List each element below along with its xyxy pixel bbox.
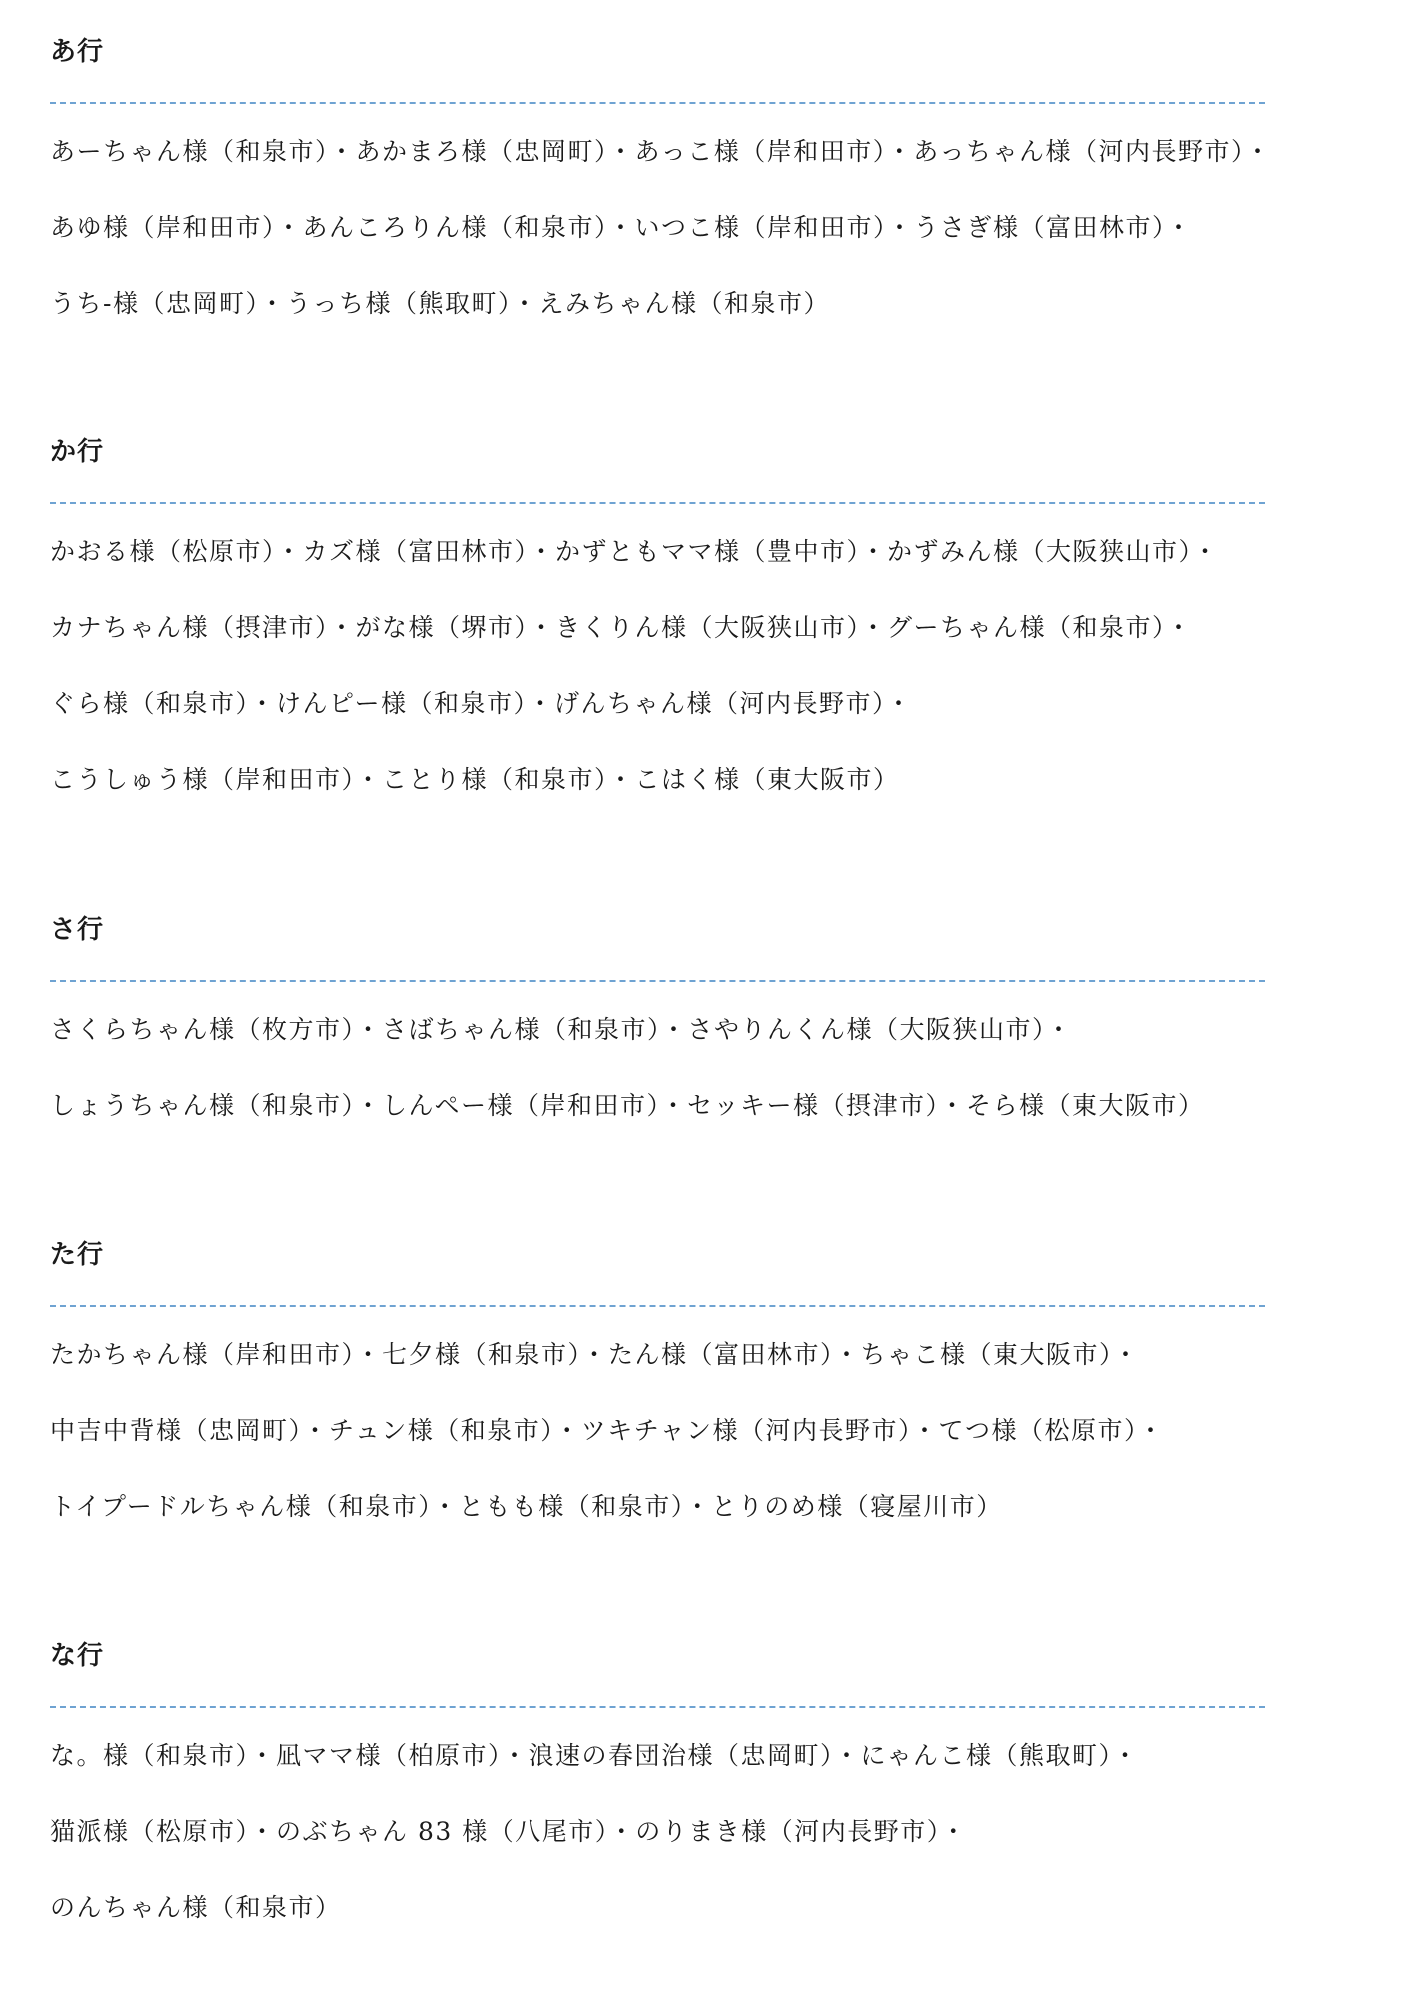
name-list	[50, 536, 1370, 796]
name-list	[50, 1014, 1370, 1122]
section-heading: な行	[50, 1641, 105, 1671]
name-list-line: あーちゃん様（和泉市）・あかまろ様（忠岡町）・あっこ様（岸和田市）・あっちゃん様（河内長野市）・	[50, 137, 1272, 166]
name-list-line: カナちゃん様（摂津市）・がな様（堺市）・きくりん様（大阪狭山市）・グーちゃん様（和泉市）・	[50, 613, 1193, 642]
name-list-line: 猫派様（松原市）・のぶちゃん 83 様（八尾市）・のりまき様（河内長野市）・	[50, 1817, 968, 1846]
dashed-divider	[50, 102, 1265, 104]
name-list	[50, 1740, 1370, 1924]
dashed-divider	[50, 980, 1265, 982]
name-list-line: トイプードルちゃん様（和泉市）・ともも様（和泉市）・とりのめ様（寝屋川市）	[50, 1492, 1003, 1521]
section-heading: か行	[50, 437, 105, 467]
dashed-divider	[50, 502, 1265, 504]
section-na-row	[50, 1640, 1370, 1924]
name-list-line: こうしゅう様（岸和田市）・ことり様（和泉市）・こはく様（東大阪市）	[50, 765, 900, 794]
name-list-line: かおる様（松原市）・カズ様（富田林市）・かずともママ様（豊中市）・かずみん様（大阪狭山市）・	[50, 537, 1220, 566]
section-heading: た行	[50, 1240, 105, 1270]
section-ta-row	[50, 1239, 1370, 1523]
section-a-row	[50, 36, 1370, 320]
name-list-line: たかちゃん様（岸和田市）・七夕様（和泉市）・たん様（富田林市）・ちゃこ様（東大阪市）・	[50, 1340, 1140, 1369]
name-list-line: あゆ様（岸和田市）・あんころりん様（和泉市）・いつこ様（岸和田市）・うさぎ様（富田林市）・	[50, 213, 1193, 242]
name-list-line: うち-様（忠岡町）・うっち様（熊取町）・えみちゃん様（和泉市）	[50, 289, 830, 318]
name-list-line: な。様（和泉市）・凪ママ様（柏原市）・浪速の春団治様（忠岡町）・にゃんこ様（熊取町）・	[50, 1741, 1140, 1770]
name-list-line: さくらちゃん様（枚方市）・さばちゃん様（和泉市）・さやりんくん様（大阪狭山市）・	[50, 1015, 1073, 1044]
name-list-line: ぐら様（和泉市）・けんピー様（和泉市）・げんちゃん様（河内長野市）・	[50, 689, 913, 718]
name-list-line: 中吉中背様（忠岡町）・チュン様（和泉市）・ツキチャン様（河内長野市）・てつ様（松原市）・	[50, 1416, 1165, 1445]
name-list	[50, 136, 1370, 320]
name-list	[50, 1339, 1370, 1523]
section-ka-row	[50, 436, 1370, 796]
name-list-line: のんちゃん様（和泉市）	[50, 1893, 342, 1922]
section-heading: さ行	[50, 915, 105, 945]
name-list-line: しょうちゃん様（和泉市）・しんペー様（岸和田市）・セッキー様（摂津市）・そら様（東大阪市）	[50, 1091, 1205, 1120]
section-heading: あ行	[50, 37, 105, 67]
dashed-divider	[50, 1706, 1265, 1708]
section-sa-row	[50, 914, 1370, 1122]
dashed-divider	[50, 1305, 1265, 1307]
